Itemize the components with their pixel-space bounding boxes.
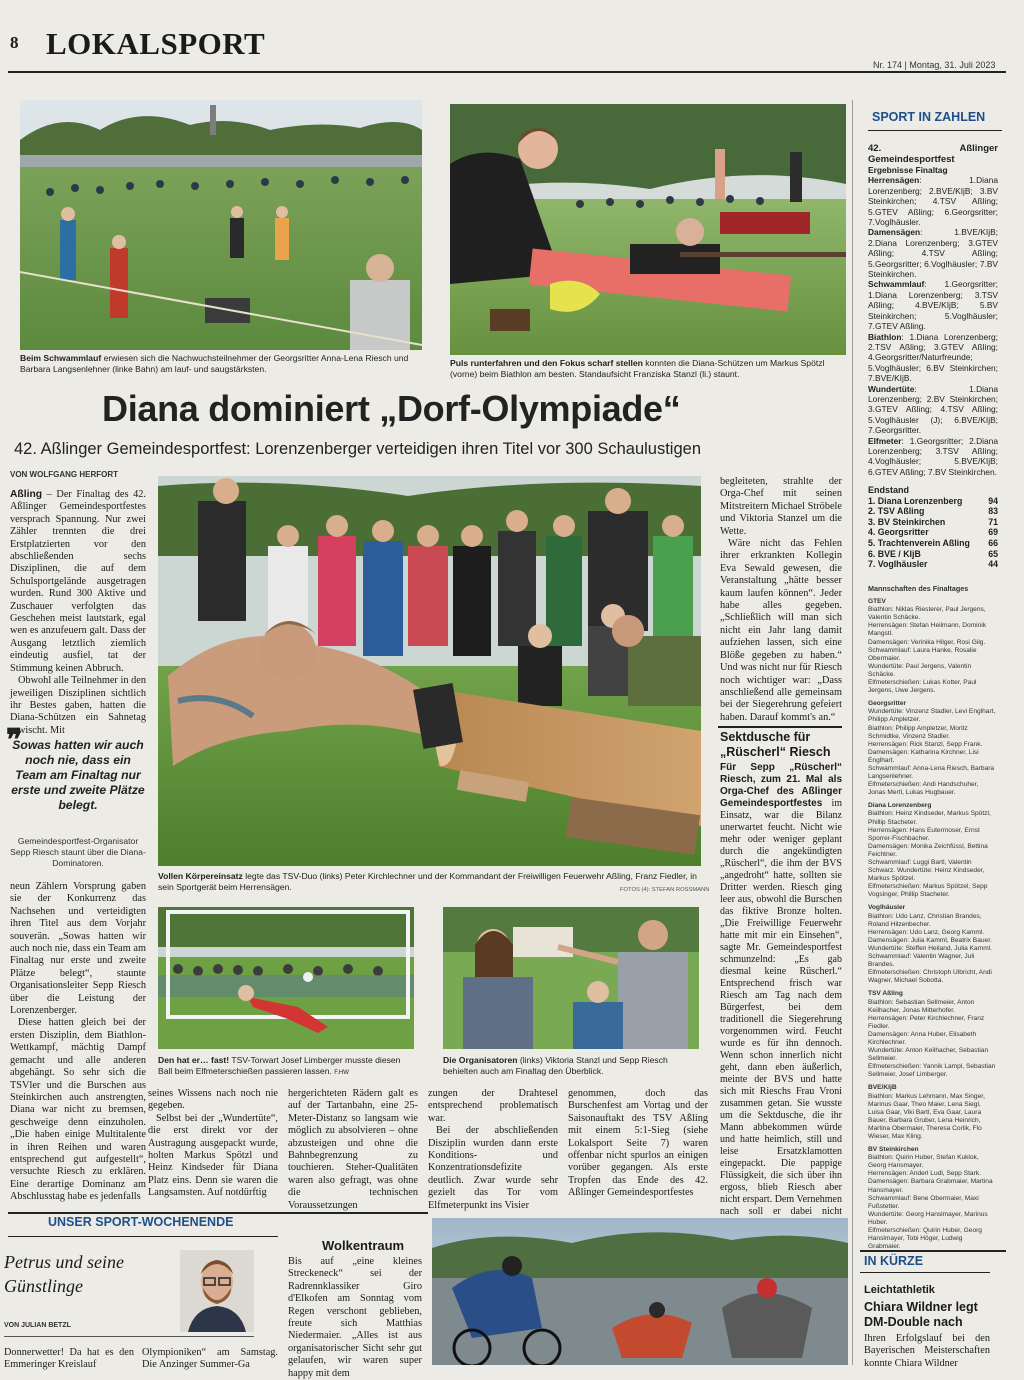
team-line: Wundertüte: Paul Jergens, Valentin Schäcke. bbox=[868, 662, 972, 678]
article-col2-bottom: seines Wissens nach noch nie gegeben. Selbst bei der „Wundertüte“, die erst direkt vor der Austragung ausgepackt wurde, holten Markus Spötzl und Heinz Kindseder für Diana Platz eins. Denn sie waren die Langsamsten. Auf notdürftig bbox=[148, 1088, 278, 1199]
team-line: Schwammlauf: Bene Obermaier, Maxi Fußstetter. bbox=[868, 1194, 979, 1210]
endstand-team: 4. Georgsritter bbox=[868, 527, 929, 538]
weekend-byline: VON JULIAN BETZL bbox=[4, 1322, 71, 1329]
article-headline: Diana dominiert „Dorf-Olympiade“ bbox=[102, 388, 681, 429]
team-line: Herrensägen: Udo Lanz, Georg Kamml. bbox=[868, 928, 985, 936]
endstand-row bbox=[868, 496, 998, 507]
endstand-row bbox=[868, 506, 998, 517]
in-kuerze-headline: Chiara Wildner legt DM-Double nach bbox=[864, 1300, 978, 1329]
team-name: Voglhäusler bbox=[868, 904, 906, 912]
endstand-team: 2. TSV Aßling bbox=[868, 506, 925, 517]
team-line: Herrensägen: Stefan Heilmann, Dominik Mangstl. bbox=[868, 622, 987, 638]
caption-organisatoren: Die Organisatoren (links) Viktoria Stanzl und Sepp Riesch behielten auch am Finaltag den Überblick. bbox=[443, 1055, 668, 1076]
result-label: Damensägen bbox=[868, 227, 921, 238]
endstand-points: 71 bbox=[988, 516, 998, 527]
caption-elfmeter: Den hat er… fast! TSV-Torwart Josef Limberger musste diesen Ball beim Elfmeterschießen passieren lassen. F.HW bbox=[158, 1055, 401, 1076]
article-col4-bottom: zungen der Drahtesel entsprechend problematisch war. Bei der abschließenden Disziplin wurden dann erste Konditions- und Konzentrationsdefizite deutlich. Zwar wurde sehr gezielt das Tor vom Elfmeterpunkt ins Visier bbox=[428, 1088, 558, 1211]
team-block bbox=[868, 700, 996, 797]
endstand-row bbox=[868, 549, 998, 560]
team-line: Elfmeterschießen: Yannik Lampl, Sebastian Sellmeier, Josef Limberger. bbox=[868, 1063, 996, 1079]
wolkentraum-text: Bis auf „eine kleines Streckeneck“ sei der Radrennklassiker Giro d'Elkofen am Sonntag vom Regen verschont geblieben, freute sich Matthias Niedermaier. „Alles ist aus organisatorischer Sicht sehr gut gelaufen, wir waren super happy mit dem bbox=[288, 1256, 422, 1379]
byline: VON WOLFGANG HERFORT bbox=[10, 470, 118, 479]
endstand-team: 1. Diana Lorenzenberg bbox=[868, 495, 963, 506]
weekend-text-left: Donnerwetter! Da hat es den Emmeringer Kreislauf bbox=[4, 1347, 134, 1371]
team-name: TSV Aßling bbox=[868, 990, 903, 998]
team-name: Georgsritter bbox=[868, 700, 907, 708]
in-kuerze-title: IN KÜRZE bbox=[864, 1254, 924, 1268]
team-line: Damensägen: Julia Kamml, Beatrix Bauer. bbox=[868, 936, 992, 944]
team-line: Damensägen: Katharina Kirchner, Lisi Englhart. bbox=[868, 748, 979, 764]
team-line: Herrensägen: Hans Eutermoser, Ernst Sporrer-Fischbacher. bbox=[868, 826, 980, 842]
team-line: Herrensägen: Peter Kirchlechner, Franz Fiedler. bbox=[868, 1014, 985, 1030]
team-line: Biathlon: Heinz Kindseder, Markus Spötzl, Phillip Stacheter. bbox=[868, 810, 991, 826]
result-text: : 1.BVE/KIjB; 2.Diana Lorenzenberg; 3.GTEV Aßling; 4.TSV Aßling; 5.Georgsritter; 6.Voglhäusler; 7.BV Steinkirchen. bbox=[868, 227, 998, 280]
weekend-rule-2 bbox=[4, 1336, 254, 1337]
team-line: Damensägen: Monika Zeichfüssl, Bettina Feichtner. bbox=[868, 842, 988, 858]
article-subheadline: 42. Aßlinger Gemeindesportfest: Lorenzenberger verteidigen ihren Titel vor 300 Schaulustigen bbox=[14, 440, 701, 458]
endstand-team: 6. BVE / KIjB bbox=[868, 548, 921, 559]
team-block bbox=[868, 1084, 996, 1141]
result-text: : 1.Diana Lorenzenberg; 2.BV Steinkirchen; 3.GTEV Aßling; 4.TSV Aßling; 5.Voglhäusler (J); 6.BVE/KIjB; 7.Georgsritter. bbox=[868, 383, 998, 436]
team-line: Wundertüte: Steffen Heiland, Julia Kamml. bbox=[868, 944, 993, 952]
box-text: Für Sepp „Rüscherl“ Riesch, zum 21. Mal als Orga-Chef des Aßlinger Gemeindesportfestes im Einsatz, war die Bilanz unerwartet feucht. Nicht wie mehr oder weniger geplant durch die angekündigten „Rüscherl“, die ihm der BVS „angedroht“ hatte, sollten sie Dritter werden. Riesch ging leer aus, obwohl die Burschen das fiktive Bronze holten. „Die Freiwillige Feuerwehr hatte mit mir ein Einsehen“, sagte Mr. Gemeindesportfest schmunzelnd: „Es gab diesmal keine Rüscherl.“ Entsprechend frisch war Riesch am Tag nach dem Bürgerfest, bei dem traditionell die Siegerehrung vorgenommen wird. Feucht wurde es für ihn dennoch. Wenn schon innerlich nicht geht, dann eben äußerlich, meinte der BVS und hatte sich mit Rieschs Frau Vroni zusammen getan. Sie wusste um die Sektdusche, die ihr Mann abbekommen würde und hatte heimlich, still und leise Ersatzklamotten eingepackt. Die pappige Flüssigkeit, die sich über ihn ergoss, blieb Riesch aber nicht erspart. Dem Vernehmen nach soll er dabei nicht bbox=[720, 762, 842, 1217]
section-title: LOKALSPORT bbox=[46, 26, 266, 61]
endstand-points: 65 bbox=[988, 548, 998, 559]
quote-mark: ❞ bbox=[6, 724, 23, 757]
in-kuerze-rule bbox=[860, 1250, 1006, 1252]
team-line: Biathlon: Philipp Ampletzer, Moritz Schmidtke, Vinzenz Stadler. bbox=[868, 724, 968, 740]
team-line: Damensägen: Anna Huber, Elisabeth Kirchlechner. bbox=[868, 1030, 977, 1046]
team-line: Elfmeterschießen: Lukas Kotter, Paul Jergens, Uwe Jergens. bbox=[868, 679, 977, 695]
result-text: : 1.Diana Lorenzenberg; 2.TSV Aßling; 3.GTEV Aßling; 4.Georgsritter/Naturfreunde; 5.Voglhäusler; 6.BV Steinkirchen; 7.BVE/KIjB. bbox=[868, 331, 998, 384]
weekend-rule bbox=[8, 1236, 278, 1237]
in-kuerze-kicker: Leichtathletik bbox=[864, 1284, 935, 1296]
team-block bbox=[868, 904, 996, 985]
weekend-column-title: Petrus und seine Günstlinge bbox=[4, 1252, 124, 1296]
sidebar-title: SPORT IN ZAHLEN bbox=[872, 110, 986, 124]
team-line: Schwammlauf: Anna-Lena Riesch, Barbara Langsenlehner. bbox=[868, 764, 995, 781]
photo-radrennen bbox=[432, 1218, 848, 1365]
endstand-points: 83 bbox=[988, 506, 998, 517]
article-col5-bottom: genommen, doch das Burschenfest am Vortag und der Saisonauftakt des TSV Aßling mit einem 5:1-Sieg (siehe Lokalsport Seite 7) waren offenbar nicht spurlos an einigen vorüber gegangen. Als erste Tropfen das Ende des 42. Aßlinger Gemeindesportfestes bbox=[568, 1088, 708, 1199]
photo-organisatoren bbox=[443, 907, 699, 1049]
article-col3-bottom: hergerichteten Rädern galt es auf der Tartanbahn, eine 25-Meter-Distanz so langsam wie möglich zu absolvieren – ohne abzusteigen und ohne die Bahnbegrenzung zu touchieren. Steher-Qualitäten waren also gefragt, was ohne die technischen Voraussetzungen bbox=[288, 1088, 418, 1211]
in-kuerze-text: Ihren Erfolgslauf bei den Bayerischen Meisterschaften konnte Chiara Wildner bbox=[864, 1333, 990, 1369]
team-line: Herrensägen: Rick Stanzl, Sepp Frank. bbox=[868, 740, 983, 748]
issue-info: Nr. 174 | Montag, 31. Juli 2023 bbox=[873, 60, 996, 70]
photo-credit: FOTOS (4): STEFAN ROSSMANN bbox=[620, 887, 710, 893]
endstand-points: 66 bbox=[988, 537, 998, 548]
team-block bbox=[868, 802, 996, 899]
endstand-team: 3. BV Steinkirchen bbox=[868, 516, 946, 527]
team-line: Elfmeterschießen: Andi Handschuher, Jonas Mertl, Lukas Hugbauer. bbox=[868, 781, 979, 797]
wolkentraum-title: Wolkentraum bbox=[322, 1238, 405, 1253]
result-text: : 1.Diana Lorenzenberg; 2.BVE/KIjB; 3.BV Steinkirchen; 4.TSV Aßling; 5.GTEV Aßling; 6.Georgsritter; 7.Voglhäusler. bbox=[868, 175, 998, 228]
result-item bbox=[868, 332, 998, 384]
team-line: Biathlon: Quirin Huber, Stefan Kuklok, Georg Hansmayer. bbox=[868, 1154, 979, 1170]
team-line: Schwammlauf: Valentin Wagner, Juli Brandes. bbox=[868, 953, 975, 969]
endstand-row bbox=[868, 517, 998, 528]
result-label: Biathlon bbox=[868, 331, 902, 342]
caption-schwammlauf: Beim Schwammlauf erwiesen sich die Nachwuchsteilnehmer der Georgsritter Anna-Lena Riesch und Barbara Langsenlehner (linke Bahn) am lauf- und saugstärksten. bbox=[20, 353, 409, 374]
weekend-text-mid: Olympioniken“ am Samstag. Die Anzinger Summer-Ga bbox=[142, 1347, 278, 1371]
team-name: BV Steinkirchen bbox=[868, 1146, 919, 1154]
result-text: : 1.Georgsritter; 1.Diana Lorenzenberg; 3.TSV Aßling; 4.BVE/KIjB; 5.BV Steinkirchen; 5.Voglhäusler; 7.GTEV Aßling. bbox=[868, 279, 998, 332]
team-line: Herrensägen: Anderl Ludl, Sepp Stark. bbox=[868, 1170, 981, 1178]
article-col-right: begleiteten, strahlte der Orga-Chef mit seinen Mitstreitern Michael Ströbele und Viktoria Stanzel um die Wette. Wäre nicht das Fehlen ihrer erkrankten Kollegin Eva Sewald gewesen, die Veranstaltung „hätte besser kaum laufen können“. Jeder habe alles gegeben. „Schließlich will man sich nicht ein Jahr lang damit aufziehen lassen, sich eine Blöße gegeben zu haben.“ Und was nicht nur für Riesch noch wichtiger war: „Dass anschließend alle gemeinsam bei der Siegerehrung gefeiert haben. Darauf kommt's an.“ bbox=[720, 476, 842, 723]
sidebar-teams: Mannschaften des Finaltages GTEV Biathlon: Niklas Riesterer, Paul Jergens, Valentin Schäcke. Herrensägen: Stefan Heilmann, Dominik Mangstl. Damensägen: Verinika Hilger, Rosi Gilg. Schwammlauf: Laura Hanke, Rosalie Obermaier. Wundertüte: Paul Jergens, Valentin Schäcke. Elfmeterschießen: Lukas Kotter, Paul Jergens, Uwe Jergens. Georgsritter Wundertüte: Vinzenz Stadler, Levi Englhart, Philipp Ampletzer. Biathlon: Philipp Ampletzer, Moritz Schmidtke, Vinzenz Stadler. Herrensägen: Rick Stanzl, Sepp Frank. Damensägen: Katharina Kirchner, Lisi Englhart. Schwammlauf: Anna-Lena Riesch, Barbara Langsenlehner. Elfmeterschießen: Andi Handschuher, Jonas Mertl, Lukas Hugbauer. Diana Lorenzenberg Biathlon: Heinz Kindseder, Markus Spötzl, Phillip Stacheter. Herrensägen: Hans Eutermoser, Ernst Sporrer-Fischbacher. Damensägen: Monika Zeichfüssl, Bettina Feichtner. Schwammlauf: Luggi Bartl, Valentin Schwarz. Wundertüte: Heinz Kindseder, Markus Spötzel. Elfmeterschießen: Markus Spötzel, Sepp Vogsinger, Phillip Stacheter. Voglhäusler Biathlon: Udo Lanz, Christian Brandes, Roland Hilzenbecher. Herrensägen: Udo Lanz, Georg Kamml. Damensägen: Julia Kamml, Beatrix Bauer. Wundertüte: Steffen Heiland, Julia Kamml. Schwammlauf: Valentin Wagner, Juli Brandes. Elfmeterschießen: Christoph Ulbricht, Andi Wagner, Michael Sobotta. TSV Aßling Biathlon: Sebastian Sellmeier, Anton Keilhacher, Jonas Mitterhofer. Herrensägen: Peter Kirchlechner, Franz Fiedler. Damensägen: Anna Huber, Elisabeth Kirchlechner. Wundertüte: Anton Keilhacher, Sebastian Sellmeier. Elfmeterschießen: Yannik Lampl, Sebastian Sellmeier, Josef Limberger. BVE/KIjB Biathlon: Markus Lehmann, Max Singer, Marinus Gaar, Theo Maier, Lena Siegl, Luisa Gaar, Viki Bartl, Eva Gaar, Laura Bauer, Barbara Gruber, Lena Heinrich, Martina Obermaier, Theresa Corlik, Flo Wieser, Max Kling. BV Steinkirchen Biathlon: Quirin Huber, Stefan Kuklok, Georg Hansmayer. Herrensägen: Anderl Ludl, Sepp Stark. Damensägen: Barbara Grabmaier, Martina Hansmayer. Schwammlauf: Bene Obermaier, Maxi Fußstetter. Wundertüte: Georg Hanslmayer, Marinus Huber. Elfmeterschießen: Quirin Huber, Georg Hanslmayer, Tobi Höger, Ludwig Grabmaier. bbox=[868, 584, 996, 1251]
team-line: Schwammlauf: Laura Hanke, Rosalie Obermaier. bbox=[868, 646, 977, 662]
team-line: Damensägen: Barbara Grabmaier, Martina Hansmayer. bbox=[868, 1178, 993, 1194]
endstand-team: 7. Voglhäusler bbox=[868, 559, 928, 570]
header-rule bbox=[8, 71, 1006, 73]
team-line: Elfmeterschießen: Christoph Ulbricht, Andi Wagner, Michael Sobotta. bbox=[868, 969, 992, 985]
team-line: Biathlon: Sebastian Sellmeier, Anton Keilhacher, Jonas Mitterhofer. bbox=[868, 998, 975, 1014]
endstand-points: 44 bbox=[988, 559, 998, 570]
article-col1-bottom: neun Zählern Vorsprung gaben sie der Konkurrenz das Nachsehen und verteidigten ihren Titel aus dem Vorjahr souverän. „Sowas hatten wir auch noch nie, dass ein Team am Finaltag nur erste und zweite Plätze belegt“, staunte Organisationsleiter Sepp Riesch über die Leistung der Lorenzenberger. Diese hatten gleich bei der ersten Disziplin, dem Biathlon-Wettkampf, mächtig Dampf gemacht und alle anderen abgehängt. So sehr sich die TSVler und die Burschen aus Steinkirchen auch anstrengten, Diana war nicht zu bremsen, geschweige denn einzuholen. „Die haben einige Multitalente in ihren Reihen und waren entsprechend gut aufgestellt“, versuchte Riesch zu erklären. Eine derartige Dominanz am Abschlusstag habe es jedenfalls bbox=[10, 881, 146, 1203]
result-label: Elfmeter bbox=[868, 435, 902, 446]
photo-biathlon bbox=[450, 104, 846, 355]
result-label: Schwammlauf bbox=[868, 279, 925, 290]
team-line: Biathlon: Udo Lanz, Christian Brandes, Roland Hilzenbecher. bbox=[868, 912, 982, 928]
endstand-team: 5. Trachtenverein Aßling bbox=[868, 537, 970, 548]
result-label: Wundertüte bbox=[868, 383, 915, 394]
result-label: Herrensägen bbox=[868, 175, 920, 186]
endstand-row bbox=[868, 538, 998, 549]
caption-herrensaegen: Vollen Körpereinsatz legte das TSV-Duo (links) Peter Kirchlechner und der Kommandant der Freiwilligen Feuerwehr Aßling, Franz Fiedler, in sein Sportgerät beim Herrensägen. bbox=[158, 871, 697, 892]
team-block bbox=[868, 990, 996, 1079]
team-line: Biathlon: Markus Lehmann, Max Singer, Marinus Gaar, Theo Maier, Lena Siegl, Luisa Gaar, Viki Bartl, Eva Gaar, Laura Bauer, Barbara Gruber, Lena Heinrich, Martina Obermaier, Theresa Corlik, Flo Wieser, Max Kling. bbox=[868, 1092, 985, 1140]
result-item bbox=[868, 227, 998, 279]
endstand-points: 69 bbox=[988, 527, 998, 538]
team-line: Damensägen: Verinika Hilger, Rosi Gilg. bbox=[868, 638, 986, 646]
caption-biathlon: Puls runterfahren und den Fokus scharf stellen konnten die Diana-Schützen um Markus Spötzl (vorne) beim Biathlon am besten. Standaufsicht Franziska Stanzl (li.) staunt. bbox=[450, 358, 825, 379]
endstand-row bbox=[868, 559, 998, 570]
article-col1-top: Aßling – Der Finaltag des 42. Aßlinger Gemeindesportfestes versprach Spannung. Nur zwei Zähler trennten die drei Erstplatzierten vor den abschließenden sechs Disziplinen, die auf dem Schulsportgelände ausgetragen wurden. Rund 300 Aktive und Zuschauer verfolgten das Geschehen meist lautstark, egal wen es anzufeuern galt. Dass der Ausgang letztlich ziemlich eindeutig ausfiel, tat der Stimmung keinen Abbruch. Obwohl alle Teilnehmer in den jeweiligen Disziplinen sichtlich ihr Bestes gaben, hatten die Diana-Schützen ein Sahnetag erwischt. Mit bbox=[10, 489, 146, 736]
team-name: Diana Lorenzenberg bbox=[868, 802, 932, 810]
page-number: 8 bbox=[10, 33, 19, 52]
result-item bbox=[868, 175, 998, 227]
photo-schwammlauf bbox=[20, 100, 422, 350]
sidebar-title-rule bbox=[868, 130, 1002, 131]
sidebar-results: 42. Aßlinger Gemeindesportfest Ergebnisse Finaltag Herrensägen: 1.Diana Lorenzenberg; 2.BVE/KIjB; 3.BV Steinkirchen; 4.TSV Aßling; 5.GTEV Aßling; 6.Georgsritter; 7.Voglhäusler. Damensägen: 1.BVE/KIjB; 2.Diana Lorenzenberg; 3.GTEV Aßling; 4.TSV Aßling; 5.Georgsritter; 6.Voglhäusler; 7.BV Steinkirchen. Schwammlauf: 1.Georgsritter; 1.Diana Lorenzenberg; 3.TSV Aßling; 4.BVE/KIjB; 5.BV Steinkirchen; 5.Voglhäusler; 7.GTEV Aßling. Biathlon: 1.Diana Lorenzenberg; 2.TSV Aßling; 3.GTEV Aßling; 4.Georgsritter/Naturfreunde; 5.Voglhäusler; 6.BV Steinkirchen; 7.BVE/KIjB. Wundertüte: 1.Diana Lorenzenberg; 2.BV Steinkirchen; 3.GTEV Aßling; 4.TSV Aßling; 5.Voglhäusler (J); 6.BVE/KIjB; 7.Georgsritter. Elfmeter: 1.Georgsritter; 2.Diana Lorenzenberg; 3.TSV Aßling; 4.Voglhäusler; 5.BVE/KIjB; 6.GTEV Aßling; 7.BV Steinkirchen. Endstand 1. Diana Lorenzenberg 94 2. TSV Aßling 83 3. BV Steinkirchen 71 4. Georgsritter 69 5. Trachtenverein Aßling 66 6. BVE / KIjB 65 7. Voglhäusler 44 bbox=[868, 143, 998, 570]
photo-herrensaegen bbox=[158, 476, 701, 866]
author-portrait bbox=[180, 1250, 254, 1332]
team-line: Schwammlauf: Luggi Bartl, Valentin Schwarz. Wundertüte: Heinz Kindseder, Markus Spötzel. bbox=[868, 859, 985, 883]
result-text: : 1.Georgsritter; 2.Diana Lorenzenberg; 3.TSV Aßling; 4.Voglhäusler; 5.BVE/KIjB; 6.GTEV Aßling; 7.BV Steinkirchen. bbox=[868, 435, 998, 477]
team-line: Wundertüte: Vinzenz Stadler, Levi Englhart, Philipp Ampletzer. bbox=[868, 708, 996, 724]
team-line: Elfmeterschießen: Quirin Huber, Georg Hanslmayer, Tobi Höger, Ludwig Grabmaier. bbox=[868, 1227, 982, 1251]
photo-elfmeter bbox=[158, 907, 414, 1049]
box-rule-top bbox=[718, 726, 842, 728]
weekend-rule-top bbox=[8, 1212, 428, 1214]
result-item bbox=[868, 279, 998, 331]
endstand-points: 94 bbox=[988, 495, 998, 506]
pull-quote: Sowas hatten wir auch noch nie, dass ein Team am Finaltag nur erste und zweite Plätze belegt. bbox=[11, 738, 145, 812]
result-item bbox=[868, 384, 998, 436]
team-block bbox=[868, 1146, 996, 1251]
team-line: Elfmeterschießen: Markus Spötzel, Sepp Vogsinger, Phillip Stacheter. bbox=[868, 883, 988, 899]
team-block bbox=[868, 598, 996, 695]
team-name: GTEV bbox=[868, 598, 886, 606]
team-name: BVE/KIjB bbox=[868, 1084, 897, 1092]
box-title: Sektdusche für „Rüscherl“ Riesch bbox=[720, 730, 831, 759]
team-line: Biathlon: Niklas Riesterer, Paul Jergens, Valentin Schäcke. bbox=[868, 606, 986, 622]
in-kuerze-rule2 bbox=[860, 1272, 990, 1273]
weekend-section-title: UNSER SPORT-WOCHENENDE bbox=[48, 1215, 234, 1229]
sidebar-divider bbox=[852, 100, 853, 1365]
result-item bbox=[868, 436, 998, 478]
quote-attribution: Gemeindesportfest-Organisator Sepp Riesch staunt über die Diana-Dominatoren. bbox=[10, 836, 146, 868]
team-line: Wundertüte: Georg Hanslmayer, Marinus Huber. bbox=[868, 1210, 988, 1226]
endstand-row bbox=[868, 527, 998, 538]
team-line: Wundertüte: Anton Keilhacher, Sebastian Sellmeier. bbox=[868, 1047, 989, 1063]
